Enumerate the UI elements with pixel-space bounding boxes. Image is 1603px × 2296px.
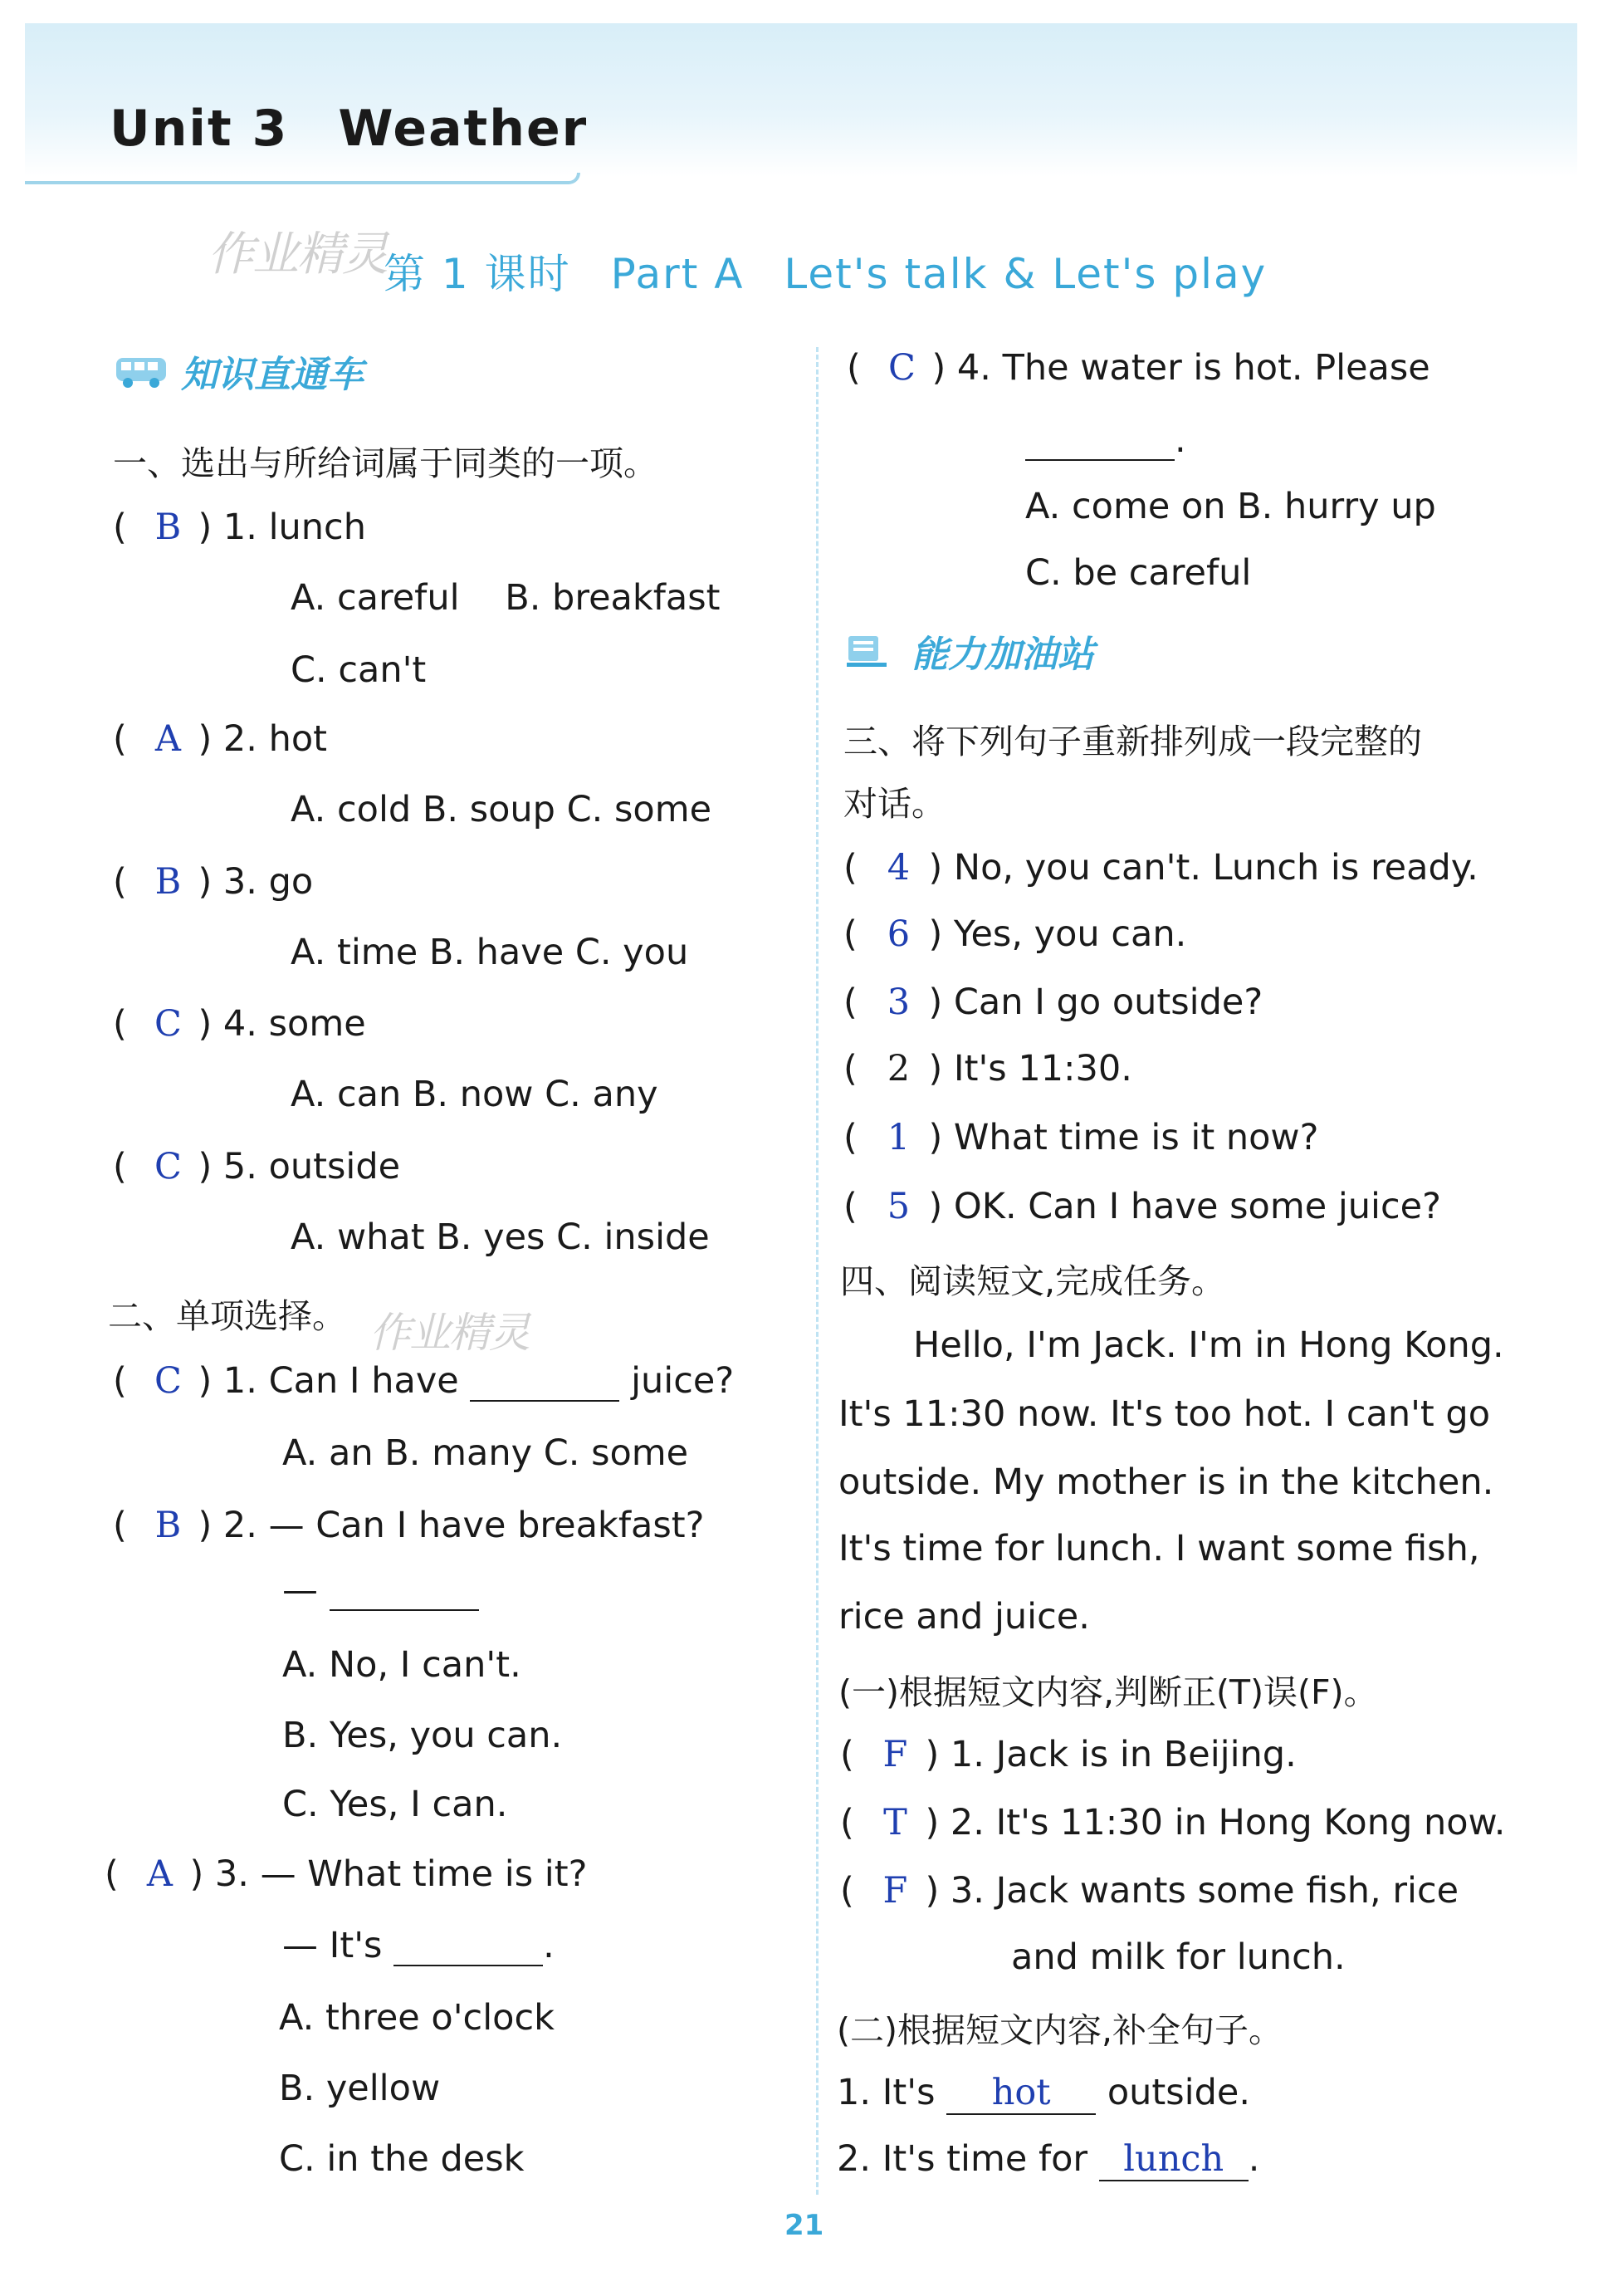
unit-number: Unit 3: [110, 100, 289, 158]
section-knowledge: [115, 345, 364, 398]
q4-part2-title: (二)根据短文内容,补全句子。: [837, 2010, 1283, 2050]
q1-item-2: ( A ) 2. hot: [113, 718, 328, 760]
column-divider: [816, 347, 819, 2195]
q3-item: ( 4 ) No, you can't. Lunch is ready.: [843, 847, 1478, 889]
q2-item-4: ( C ) 4. The water is hot. Please: [847, 347, 1430, 389]
q1-item-2-opts: A. cold B. soup C. some: [291, 789, 712, 830]
item-stem: The water is hot. Please: [1002, 347, 1430, 389]
reply-dash: —: [282, 1569, 318, 1611]
q2-item-4-blank: .: [1025, 419, 1186, 461]
item-number: 1.: [837, 2072, 872, 2113]
lesson-activities: Let's talk & Let's play: [784, 250, 1268, 298]
blank: [330, 1576, 479, 1611]
item-number: 4.: [222, 1003, 257, 1045]
q1-item-5-opts: A. what B. yes C. inside: [291, 1217, 710, 1258]
sentence: Yes, you can.: [953, 913, 1187, 955]
q2-item-1: ( C ) 1. Can I have juice?: [113, 1360, 735, 1402]
answer: C: [154, 1360, 182, 1402]
q1-item-1-opts-ab: [291, 577, 721, 619]
answer: B: [154, 1505, 182, 1546]
item-number: 5.: [222, 1146, 257, 1187]
lesson-title: [384, 241, 1307, 301]
item-stem: Can I have: [268, 1360, 459, 1402]
item-number: 1.: [950, 1734, 985, 1775]
item-stem: juice?: [631, 1360, 735, 1402]
q1-item-1: ( B ) 1. lunch: [113, 507, 366, 548]
item-number: 2.: [837, 2138, 872, 2180]
item-number: 1.: [222, 1360, 257, 1402]
watermark: 作业精灵: [208, 228, 387, 281]
page-number: 21: [784, 2209, 824, 2242]
passage-line: outside. My mother is in the kitchen.: [838, 1461, 1494, 1503]
q1-item-1-opt-c: C. can't: [291, 649, 427, 691]
q3-item: ( 6 ) Yes, you can.: [843, 913, 1187, 955]
answer: F: [882, 1734, 908, 1775]
answer: 6: [887, 913, 911, 955]
sentence: No, you can't. Lunch is ready.: [953, 847, 1478, 889]
q3-item: ( 2 ) It's 11:30.: [843, 1048, 1132, 1089]
q2-item-2: ( B ) 2. — Can I have breakfast?: [113, 1505, 705, 1546]
answer: A: [154, 718, 181, 760]
item-number: 2.: [222, 1505, 257, 1546]
answer: 5: [887, 1186, 911, 1227]
fill-answer: lunch: [1099, 2138, 1249, 2181]
option: B. breakfast: [505, 577, 721, 619]
q3-item: ( 5 ) OK. Can I have some juice?: [843, 1186, 1441, 1227]
q2-item-4-opt-c: C. be careful: [1025, 552, 1252, 594]
passage-line: It's 11:30 now. It's too hot. I can't go: [838, 1393, 1491, 1435]
q2-item-4-opts: A. come on B. hurry up: [1025, 486, 1436, 527]
passage-line: rice and juice.: [838, 1596, 1090, 1638]
sentence: Can I go outside?: [953, 982, 1263, 1023]
item-number: 3.: [222, 861, 257, 903]
q3-item: ( 1 ) What time is it now?: [843, 1117, 1319, 1158]
tf-item: ( F ) 1. Jack is in Beijing.: [840, 1734, 1297, 1775]
answer: T: [883, 1802, 907, 1843]
sentence: OK. Can I have some juice?: [953, 1186, 1441, 1227]
tf-item: ( T ) 2. It's 11:30 in Hong Kong now.: [840, 1802, 1506, 1843]
watermark-2: 作业精灵: [369, 1309, 529, 1357]
item-number: 3.: [950, 1870, 985, 1912]
q2-item-3-reply: — It's .: [282, 1925, 555, 1966]
answer: 2: [887, 1048, 911, 1089]
item-number: 4.: [956, 347, 991, 389]
section-knowledge-label: 知识直通车: [181, 354, 364, 396]
item-word: outside: [268, 1146, 401, 1187]
item-word: go: [268, 861, 314, 903]
item-stem: — What time is it?: [260, 1853, 588, 1895]
item-stem: — Can I have breakfast?: [268, 1505, 705, 1546]
item-number: 1.: [222, 507, 257, 548]
statement: Jack is in Beijing.: [995, 1734, 1297, 1775]
q2-item-3: ( A ) 3. — What time is it?: [105, 1853, 588, 1895]
q2-title: 二、单项选择。: [108, 1296, 346, 1336]
bus-icon: [115, 353, 169, 389]
lesson-number: 第 1 课时: [384, 250, 571, 298]
q1-item-3-opts: A. time B. have C. you: [291, 932, 689, 973]
answer: C: [888, 347, 916, 389]
q1-item-4: ( C ) 4. some: [113, 1003, 366, 1045]
answer: C: [154, 1003, 182, 1045]
statement: Jack wants some fish, rice: [995, 1870, 1459, 1912]
sentence-start: It's: [882, 2072, 936, 2113]
q2-item-3-opt-a: A. three o'clock: [279, 1997, 555, 2039]
q2-item-3-opt-c: C. in the desk: [279, 2138, 525, 2180]
answer: B: [154, 861, 182, 903]
q2-item-2-opt-b: B. Yes, you can.: [282, 1715, 563, 1756]
tf-item: ( F ) 3. Jack wants some fish, rice: [840, 1870, 1459, 1912]
blank: [1025, 426, 1175, 461]
item-number: 2.: [950, 1802, 985, 1843]
item-word: some: [268, 1003, 366, 1045]
sentence-start: It's time for: [882, 2138, 1088, 2180]
answer: A: [146, 1853, 173, 1895]
statement: It's 11:30 in Hong Kong now.: [995, 1802, 1506, 1843]
q1-item-4-opts: A. can B. now C. any: [291, 1074, 658, 1115]
item-word: lunch: [268, 507, 366, 548]
blank: [393, 1931, 543, 1966]
q4-title: 四、阅读短文,完成任务。: [840, 1261, 1226, 1301]
answer: C: [154, 1146, 182, 1187]
q2-item-2-reply: [282, 1569, 479, 1611]
answer: F: [882, 1870, 908, 1912]
q2-item-3-opt-b: B. yellow: [279, 2068, 441, 2109]
answer: 3: [887, 982, 911, 1023]
q4-part1-title: (一)根据短文内容,判断正(T)误(F)。: [838, 1672, 1378, 1712]
passage-line: It's time for lunch. I want some fish,: [838, 1528, 1480, 1569]
section-ability-label: 能力加油站: [911, 634, 1094, 676]
q1-item-3: ( B ) 3. go: [113, 861, 314, 903]
item-word: hot: [268, 718, 328, 760]
fill-item: [837, 2072, 1250, 2115]
sentence: It's 11:30.: [953, 1048, 1132, 1089]
q2-item-1-opts: A. an B. many C. some: [282, 1432, 689, 1474]
title-underline: [25, 173, 580, 184]
fill-item: [837, 2138, 1259, 2181]
answer: 1: [887, 1117, 911, 1158]
book-icon: [845, 633, 900, 669]
blank: [470, 1367, 619, 1402]
passage-line: Hello, I'm Jack. I'm in Hong Kong.: [913, 1324, 1504, 1366]
q1-item-5: ( C ) 5. outside: [113, 1146, 401, 1187]
answer: 4: [887, 847, 911, 889]
q3-title-line2: 对话。: [843, 784, 946, 824]
answer: B: [154, 507, 182, 548]
item-number: 2.: [222, 718, 257, 760]
reply-text: — It's: [282, 1925, 383, 1966]
q2-item-2-opt-c: C. Yes, I can.: [282, 1784, 508, 1825]
option: A. careful: [291, 577, 460, 619]
q3-title-line1: 三、将下列句子重新排列成一段完整的: [843, 722, 1422, 761]
unit-topic: Weather: [338, 100, 589, 158]
fill-answer: hot: [946, 2072, 1096, 2115]
tf-item-3-cont: and milk for lunch.: [1011, 1936, 1346, 1978]
sentence-end: outside.: [1107, 2072, 1251, 2113]
lesson-part: Part A: [610, 250, 745, 298]
sentence-end: .: [1248, 2138, 1260, 2180]
q1-title: 一、选出与所给词属于同类的一项。: [113, 443, 657, 483]
item-number: 3.: [214, 1853, 249, 1895]
q2-item-2-opt-a: A. No, I can't.: [282, 1644, 521, 1686]
sentence: What time is it now?: [953, 1117, 1319, 1158]
section-ability: [845, 624, 1094, 678]
unit-title: [110, 100, 588, 158]
q3-item: ( 3 ) Can I go outside?: [843, 982, 1263, 1023]
